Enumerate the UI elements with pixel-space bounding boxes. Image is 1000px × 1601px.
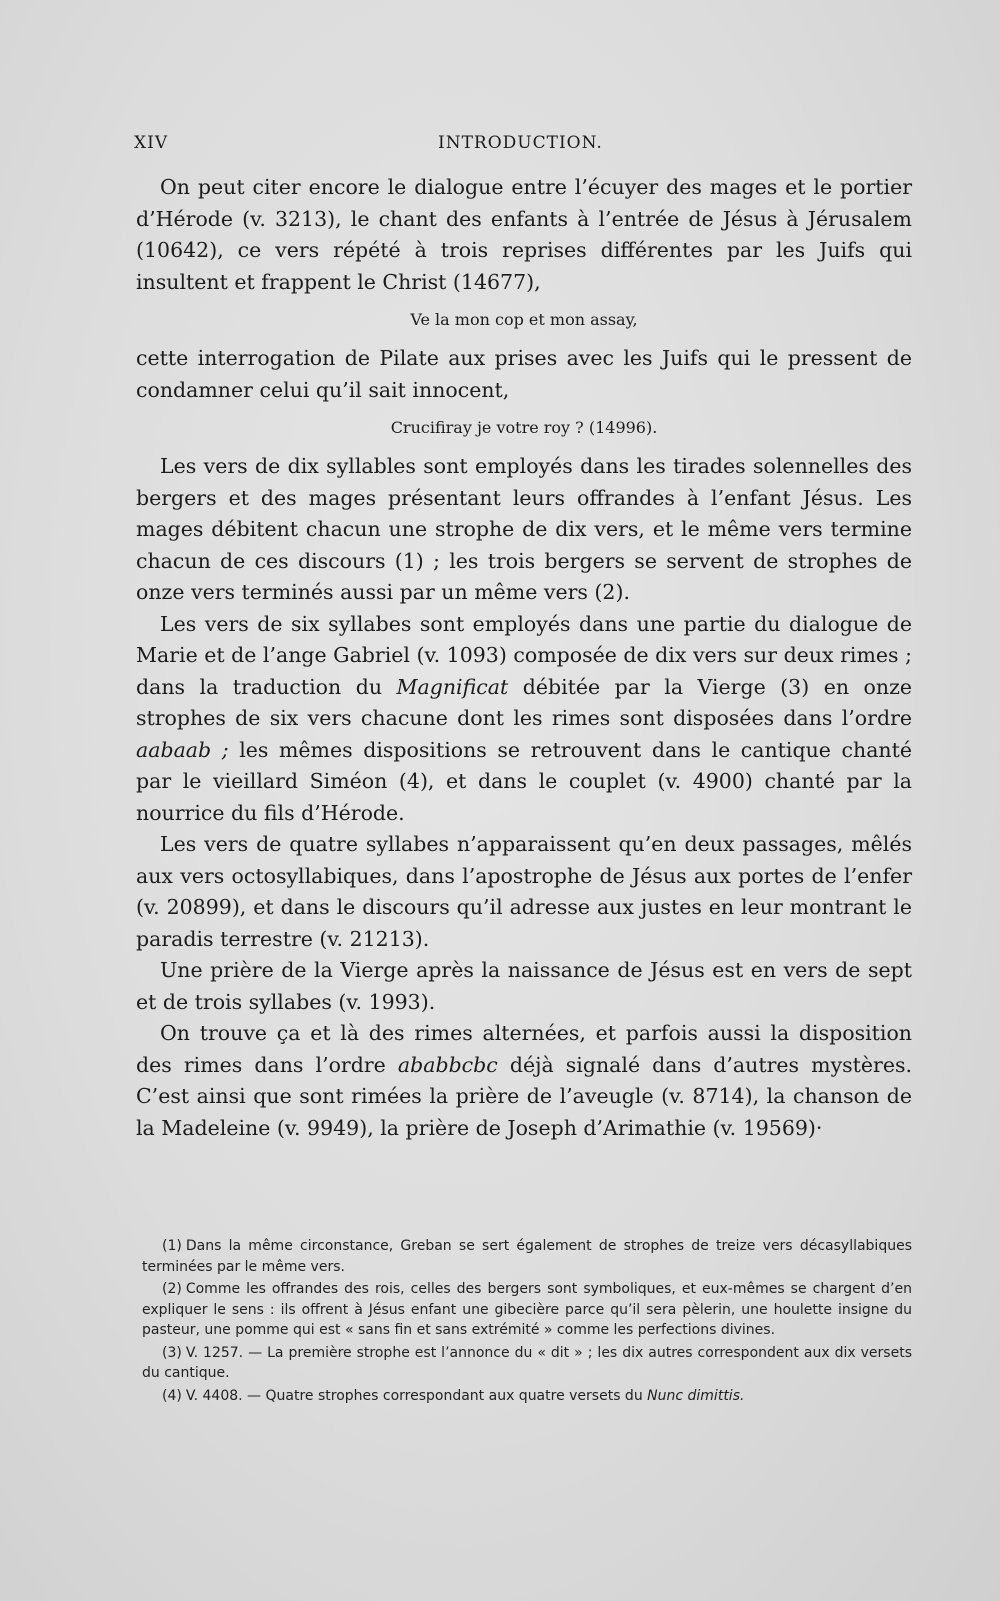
footnote-2-number: (2) — [162, 1281, 182, 1297]
paragraph-7-part-a: On trouve ça et là des rimes alternées, et parfois aussi la disposition des rimes dans l’ordre — [136, 1021, 912, 1077]
paragraph-7 — [136, 1018, 912, 1144]
paragraph-3: Les vers de dix syllables sont employés dans les tirades solennelles des bergers et des mages présentant leurs offrandes à l’enfant Jésus. Les mages débitent chacun une strophe de dix vers, et le même vers termine chacun de ces discours (1) ; les trois bergers se servent de strophes de onze vers terminés aussi par un même vers (2). — [136, 454, 912, 604]
rhyme-scheme-aabaab: aabaab ; — [136, 737, 229, 762]
paragraph-4 — [136, 609, 912, 830]
main-text — [136, 172, 912, 1144]
paragraph-4-part-b: débitée par la Vierge (3) en onze strophes de six vers chacune dont les rimes sont disposées dans l’ordre — [136, 674, 912, 730]
footnote-1-text: Dans la même circonstance, Greban se sert également de strophes de treize vers décasyllabiques terminées par le même vers. — [142, 1238, 912, 1275]
footnotes — [142, 1236, 912, 1408]
footnote-1 — [142, 1236, 912, 1277]
footnote-2 — [142, 1279, 912, 1341]
footnote-1-number: (1) — [162, 1238, 182, 1254]
footnote-2-text: Comme les offrandes des rois, celles des bergers sont symboliques, et eux-mêmes se chargent d’en expliquer le sens : ils offrent à Jésus enfant une gibecière parce qu’il sera pèlerin, une houlette insigne du pasteur, une pomme qui est « sans fin et sans extrémité » comme les perfections divines. — [142, 1281, 912, 1338]
paragraph-5: Les vers de quatre syllabes n’apparaissent qu’en deux passages, mêlés aux vers octosyllabiques, dans l’apostrophe de Jésus aux portes de l’enfer (v. 20899), et dans le discours qu’il adresse aux justes en leur montrant le paradis terrestre (v. 21213). — [136, 832, 912, 951]
rhyme-scheme-ababbcbc: ababbcbc — [397, 1052, 498, 1077]
nunc-dimittis-title: Nunc dimittis. — [647, 1387, 745, 1404]
footnote-4-number: (4) — [162, 1387, 182, 1404]
footnote-3-text: V. 1257. — La première strophe est l’annonce du « dit » ; les dix autres correspondent aux dix versets du cantique. — [142, 1344, 912, 1381]
paragraph-1: On peut citer encore le dialogue entre l’écuyer des mages et le portier d’Hérode (v. 3213), le chant des enfants à l’entrée de Jésus à Jérusalem (10642), ce vers répété à trois reprises différentes par les Juifs qui insultent et frappent le Christ (14677), — [136, 175, 912, 294]
paragraph-7-part-b: déjà signalé dans d’autres mystères. C’est ainsi que sont rimées la prière de l’aveugle (v. 8714), la chanson de la Madeleine (v. 9949), la prière de Joseph d’Arimathie (v. 19569)· — [136, 1052, 913, 1140]
verse-quote-2: Crucifiray je votre roy ? (14996). — [390, 418, 658, 437]
verse-quote-1: Ve la mon cop et mon assay, — [410, 310, 638, 329]
paragraph-4-part-a: Les vers de six syllabes sont employés dans une partie du dialogue de Marie et de l’ange Gabriel (v. 1093) composée de dix vers sur deux rimes ; dans la traduction du — [136, 611, 912, 699]
page-number: XIV — [134, 133, 169, 153]
paragraph-4-part-c: les mêmes dispositions se retrouvent dans le cantique chanté par le vieillard Siméon (4), et dans le couplet (v. 4900) chanté par la nourrice du fils d’Hérode. — [136, 737, 912, 825]
paragraph-6: Une prière de la Vierge après la naissance de Jésus est en vers de sept et de trois syllabes (v. 1993). — [136, 958, 912, 1014]
footnote-4 — [142, 1386, 912, 1407]
footnote-3-number: (3) — [162, 1344, 182, 1361]
magnificat-title: Magnificat — [396, 674, 509, 699]
footnote-4-text: V. 4408. — Quatre strophes correspondant aux quatre versets du — [185, 1387, 648, 1404]
paragraph-2: cette interrogation de Pilate aux prises avec les Juifs qui le pressent de condamner celui qu’il sait innocent, — [136, 346, 912, 402]
footnote-3 — [142, 1343, 912, 1384]
running-title: INTRODUCTION. — [438, 133, 603, 153]
